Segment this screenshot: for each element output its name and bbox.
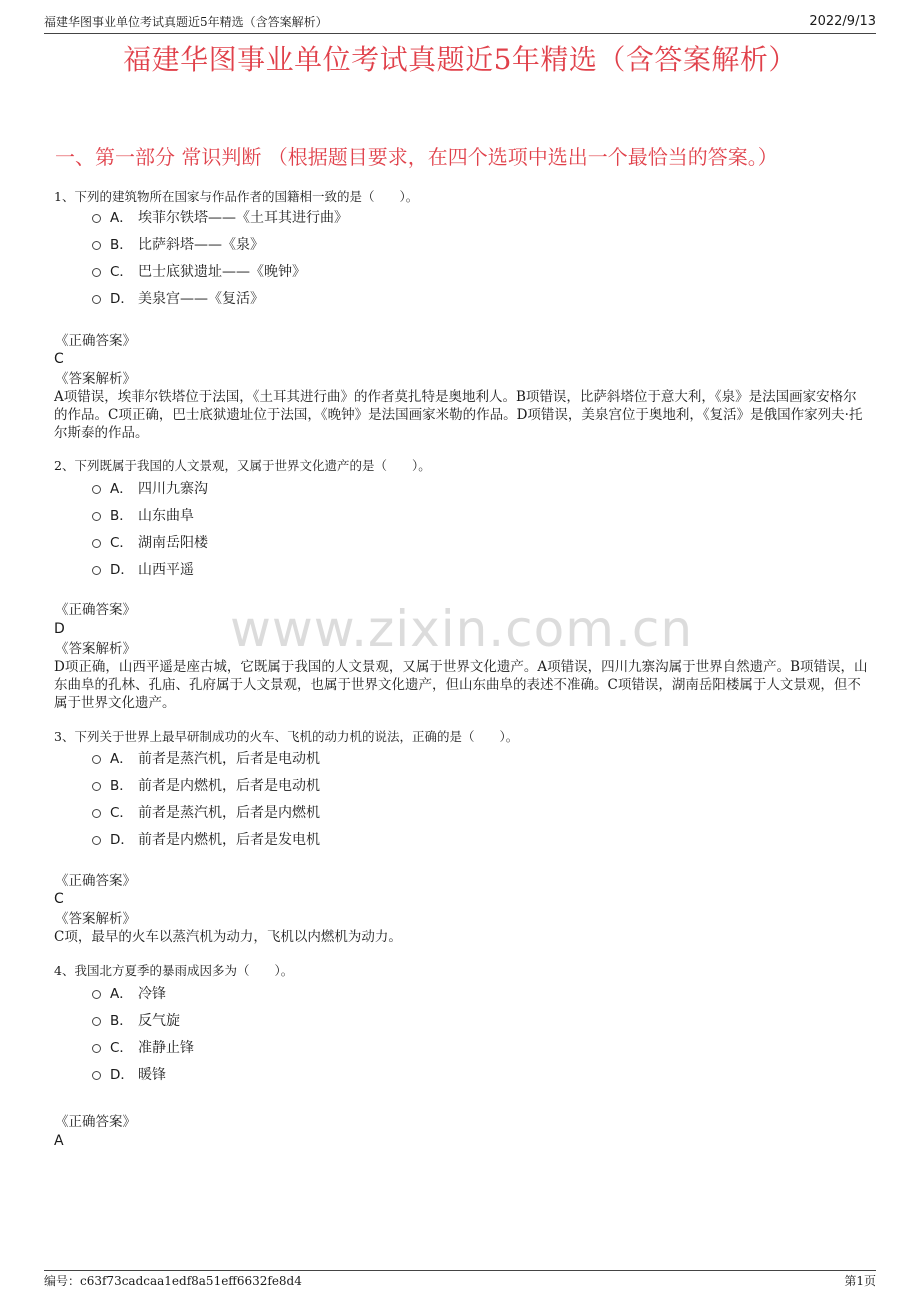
radio-icon[interactable]	[92, 268, 101, 277]
radio-icon[interactable]	[92, 755, 101, 764]
analysis-2: D项正确，山西平遥是座古城，它既属于我国的人文景观，又属于世界文化遗产。A项错误，四川九寨沟属于世界自然遗产。B项错误，山东曲阜的孔林、孔庙、孔府属于人文景观，也属于世界文化遗产，但山东曲阜的表述不准确。C项错误，湖南岳阳楼属于人文景观，但不属于世界文化遗产。	[54, 659, 868, 711]
option-4b[interactable]: B． 反气旋	[92, 1011, 180, 1031]
radio-icon[interactable]	[92, 214, 101, 223]
header-date: 2022/9/13	[809, 14, 876, 29]
answer-label-2: 《正确答案》	[55, 602, 136, 618]
analysis-label-3: 《答案解析》	[55, 911, 136, 927]
option-2a[interactable]: A． 四川九寨沟	[92, 479, 208, 499]
question-stem-4: 4、我国北方夏季的暴雨成因多为（ ）。	[54, 963, 294, 978]
answer-3: C	[54, 891, 64, 907]
page-number: 第1页	[844, 1274, 876, 1288]
radio-icon[interactable]	[92, 512, 101, 521]
watermark: www.zixin.com.cn	[230, 600, 694, 658]
answer-4: A	[54, 1133, 64, 1149]
radio-icon[interactable]	[92, 566, 101, 575]
radio-icon[interactable]	[92, 836, 101, 845]
section-heading: 一、第一部分 常识判断 （根据题目要求，在四个选项中选出一个最恰当的答案。）	[55, 145, 778, 169]
radio-icon[interactable]	[92, 1044, 101, 1053]
radio-icon[interactable]	[92, 485, 101, 494]
page-header	[44, 13, 876, 34]
radio-icon[interactable]	[92, 1071, 101, 1080]
option-2b[interactable]: B． 山东曲阜	[92, 506, 194, 526]
page-footer	[44, 1270, 876, 1291]
question-stem-3: 3、下列关于世界上最早研制成功的火车、飞机的动力机的说法，正确的是（ ）。	[54, 729, 519, 744]
header-doc-title: 福建华图事业单位考试真题近5年精选（含答案解析）	[44, 15, 328, 29]
option-3c[interactable]: C． 前者是蒸汽机，后者是内燃机	[92, 803, 320, 823]
document-title: 福建华图事业单位考试真题近5年精选（含答案解析）	[123, 43, 797, 76]
radio-icon[interactable]	[92, 295, 101, 304]
radio-icon[interactable]	[92, 990, 101, 999]
option-3b[interactable]: B． 前者是内燃机，后者是电动机	[92, 776, 320, 796]
option-4c[interactable]: C． 准静止锋	[92, 1038, 194, 1058]
analysis-label-1: 《答案解析》	[55, 371, 136, 387]
analysis-3: C项，最早的火车以蒸汽机为动力，飞机以内燃机为动力。	[54, 929, 402, 945]
analysis-label-2: 《答案解析》	[55, 641, 136, 657]
radio-icon[interactable]	[92, 809, 101, 818]
radio-icon[interactable]	[92, 782, 101, 791]
option-4d[interactable]: D． 暖锋	[92, 1065, 166, 1085]
question-stem-1: 1、下列的建筑物所在国家与作品作者的国籍相一致的是（ ）。	[54, 189, 419, 204]
answer-2: D	[54, 621, 65, 637]
option-3a[interactable]: A． 前者是蒸汽机，后者是电动机	[92, 749, 320, 769]
answer-label-1: 《正确答案》	[55, 333, 136, 349]
option-1c[interactable]: C． 巴士底狱遗址——《晚钟》	[92, 262, 306, 282]
answer-label-3: 《正确答案》	[55, 873, 136, 889]
radio-icon[interactable]	[92, 1017, 101, 1026]
answer-label-4: 《正确答案》	[55, 1114, 136, 1130]
question-stem-2: 2、下列既属于我国的人文景观，又属于世界文化遗产的是（ ）。	[54, 458, 431, 473]
answer-1: C	[54, 351, 64, 367]
option-1b[interactable]: B． 比萨斜塔——《泉》	[92, 235, 264, 255]
radio-icon[interactable]	[92, 539, 101, 548]
option-1d[interactable]: D． 美泉宫——《复活》	[92, 289, 264, 309]
document-id: 编号：c63f73cadcaa1edf8a51eff6632fe8d4	[44, 1274, 302, 1288]
option-1a[interactable]: A． 埃菲尔铁塔——《土耳其进行曲》	[92, 208, 348, 228]
analysis-1: A项错误，埃菲尔铁塔位于法国，《土耳其进行曲》的作者莫扎特是奥地利人。B项错误，比萨斜塔位于意大利，《泉》是法国画家安格尔的作品。C项正确，巴士底狱遗址位于法国，《晚钟》是法国画家米勒的作品。D项错误，美泉宫位于奥地利，《复活》是俄国作家列夫·托尔斯泰的作品。	[54, 389, 863, 441]
option-2d[interactable]: D． 山西平遥	[92, 560, 194, 580]
option-3d[interactable]: D． 前者是内燃机，后者是发电机	[92, 830, 320, 850]
radio-icon[interactable]	[92, 241, 101, 250]
option-2c[interactable]: C． 湖南岳阳楼	[92, 533, 208, 553]
option-4a[interactable]: A． 冷锋	[92, 984, 166, 1004]
